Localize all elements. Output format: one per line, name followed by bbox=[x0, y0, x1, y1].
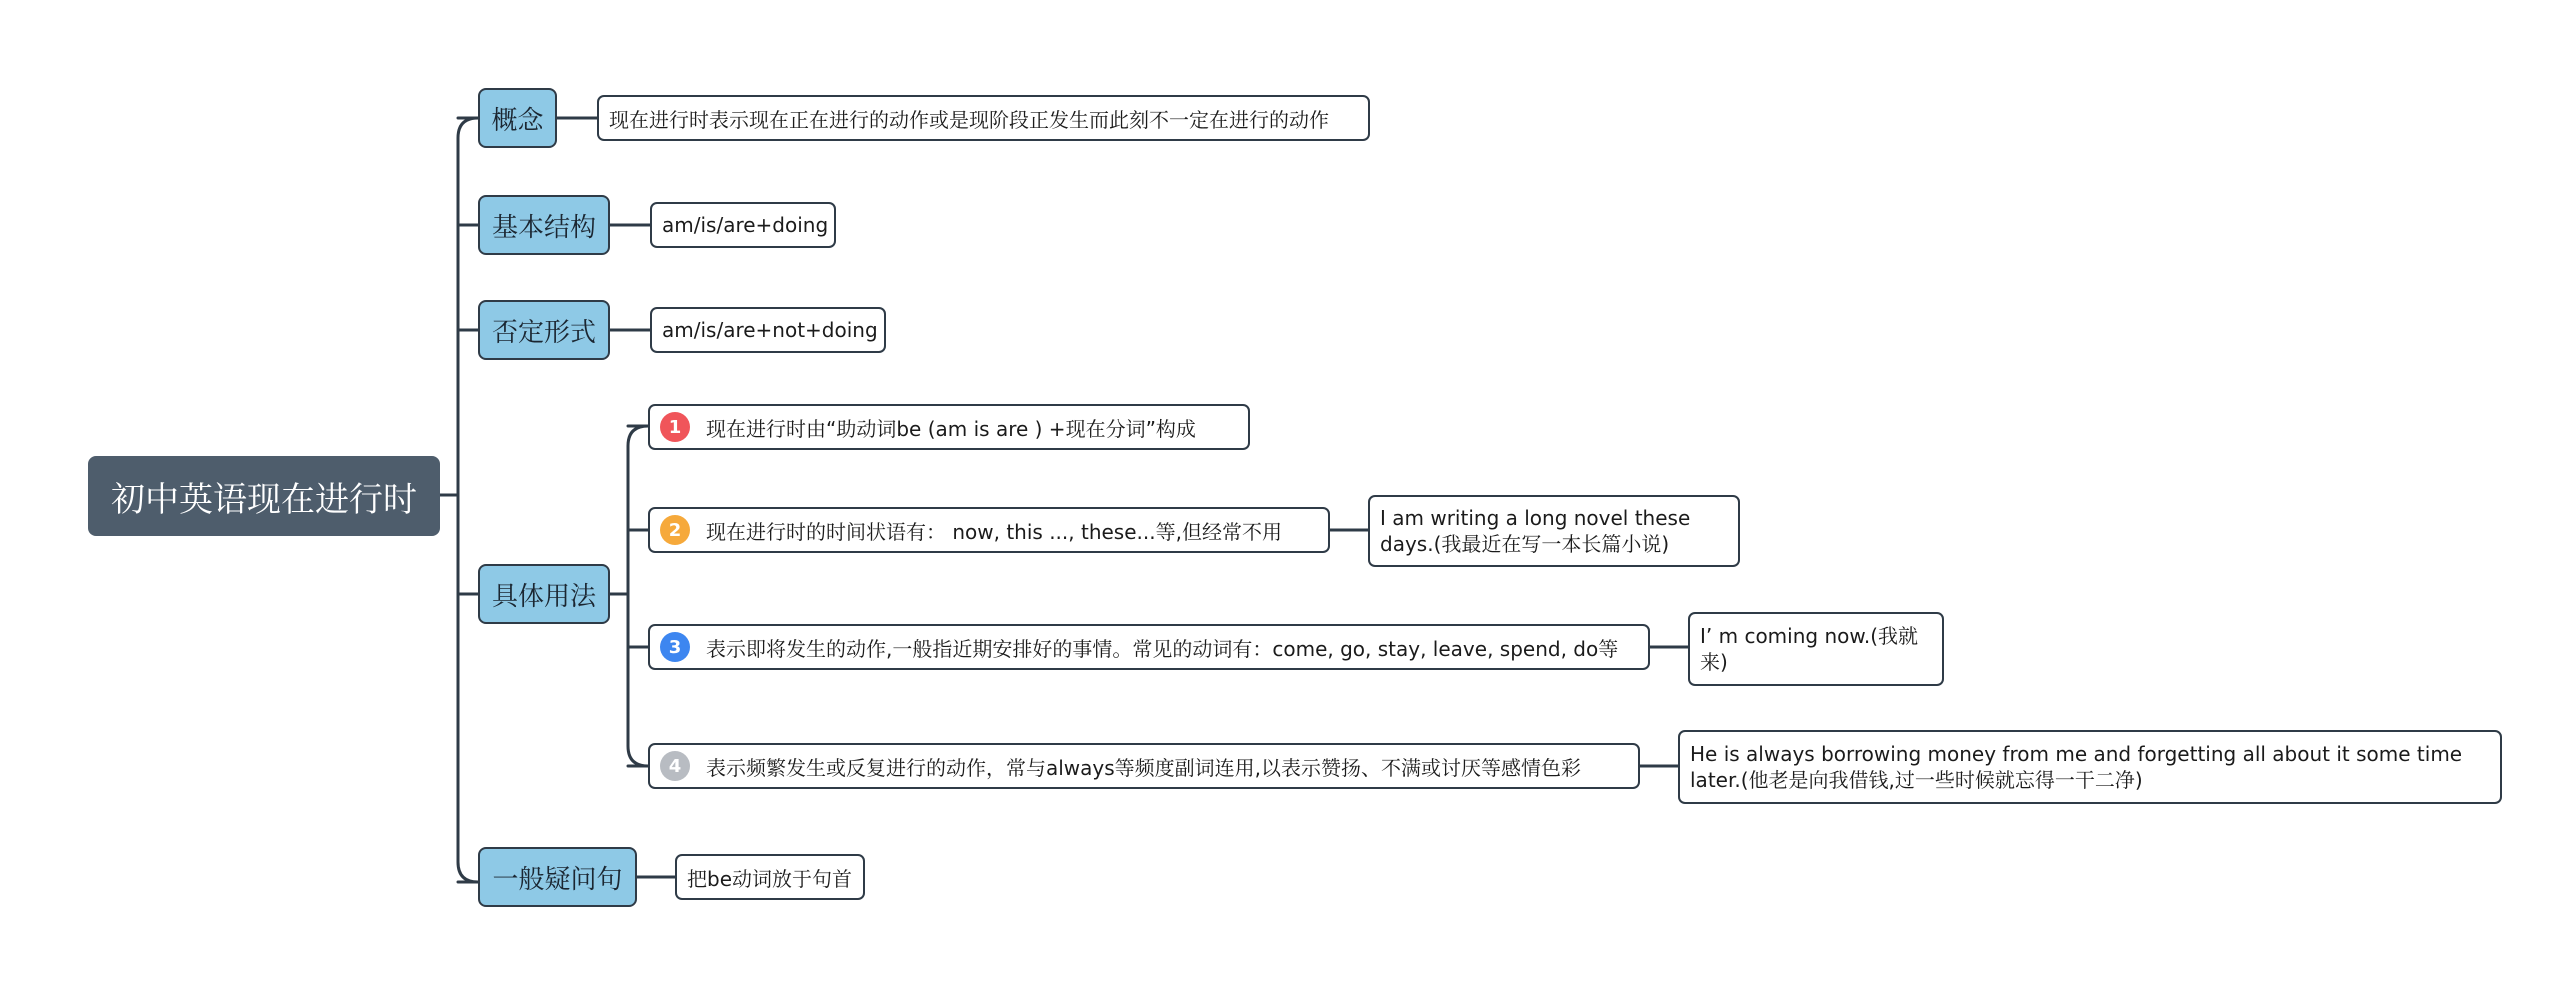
usage-item-3-text: 表示即将发生的动作,一般指近期安排好的事情。常见的动词有：come, go, stay, leave, spend, do等 bbox=[706, 636, 1619, 661]
number-1-icon: 1 bbox=[660, 412, 690, 442]
usage-item-3-example-text: I’ m coming now.(我就来) bbox=[1700, 624, 1919, 674]
number-2-icon: 2 bbox=[660, 515, 690, 545]
usage-item-4-example[interactable] bbox=[1678, 730, 2502, 804]
concept-detail-text: 现在进行时表示现在正在进行的动作或是现阶段正发生而此刻不一定在进行的动作 bbox=[609, 107, 1329, 132]
topic-concept-label: 概念 bbox=[491, 105, 544, 136]
usage-item-2-example-text: I am writing a long novel these days.(我最近在写一本长篇小说) bbox=[1380, 506, 1691, 556]
root-topic[interactable] bbox=[88, 456, 440, 536]
question-detail-text: 把be动词放于句首 bbox=[687, 866, 852, 891]
topic-question[interactable] bbox=[478, 847, 637, 907]
topic-structure[interactable] bbox=[478, 195, 610, 255]
usage-item-2[interactable] bbox=[648, 507, 1330, 553]
topic-structure-label: 基本结构 bbox=[492, 212, 597, 243]
topic-question-label: 一般疑问句 bbox=[492, 864, 623, 895]
usage-item-2-text: 现在进行时的时间状语有： now, this ..., these...等,但经常不用 bbox=[706, 519, 1282, 544]
root-label: 初中英语现在进行时 bbox=[111, 479, 417, 520]
usage-item-1[interactable] bbox=[648, 404, 1250, 450]
usage-item-1-text: 现在进行时由“助动词be (am is are ) +现在分词”构成 bbox=[706, 416, 1196, 441]
usage-item-4[interactable] bbox=[648, 743, 1640, 789]
topic-concept[interactable] bbox=[478, 88, 557, 148]
topic-negative-label: 否定形式 bbox=[492, 317, 597, 348]
usage-item-4-text: 表示频繁发生或反复进行的动作，常与always等频度副词连用,以表示赞扬、不满或讨厌等感情色彩 bbox=[706, 755, 1582, 780]
usage-item-3[interactable] bbox=[648, 624, 1650, 670]
structure-detail-text: am/is/are+doing bbox=[662, 213, 829, 237]
topic-usage[interactable] bbox=[478, 564, 610, 624]
negative-detail[interactable] bbox=[650, 307, 886, 353]
negative-detail-text: am/is/are+not+doing bbox=[662, 318, 878, 342]
usage-item-2-example[interactable] bbox=[1368, 495, 1740, 567]
usage-item-3-example[interactable] bbox=[1688, 612, 1944, 686]
usage-item-4-example-text: He is always borrowing money from me and forgetting all about it some time later.(他老是向我借钱,过一些时候就忘得一干二净) bbox=[1690, 742, 2463, 792]
topic-negative[interactable] bbox=[478, 300, 610, 360]
structure-detail[interactable] bbox=[650, 202, 836, 248]
usage-trunk bbox=[628, 426, 648, 766]
topic-usage-label: 具体用法 bbox=[492, 581, 597, 612]
question-detail[interactable] bbox=[675, 854, 865, 900]
number-3-icon: 3 bbox=[660, 632, 690, 662]
main-trunk bbox=[458, 118, 478, 882]
number-4-icon: 4 bbox=[660, 751, 690, 781]
concept-detail[interactable] bbox=[597, 95, 1370, 141]
